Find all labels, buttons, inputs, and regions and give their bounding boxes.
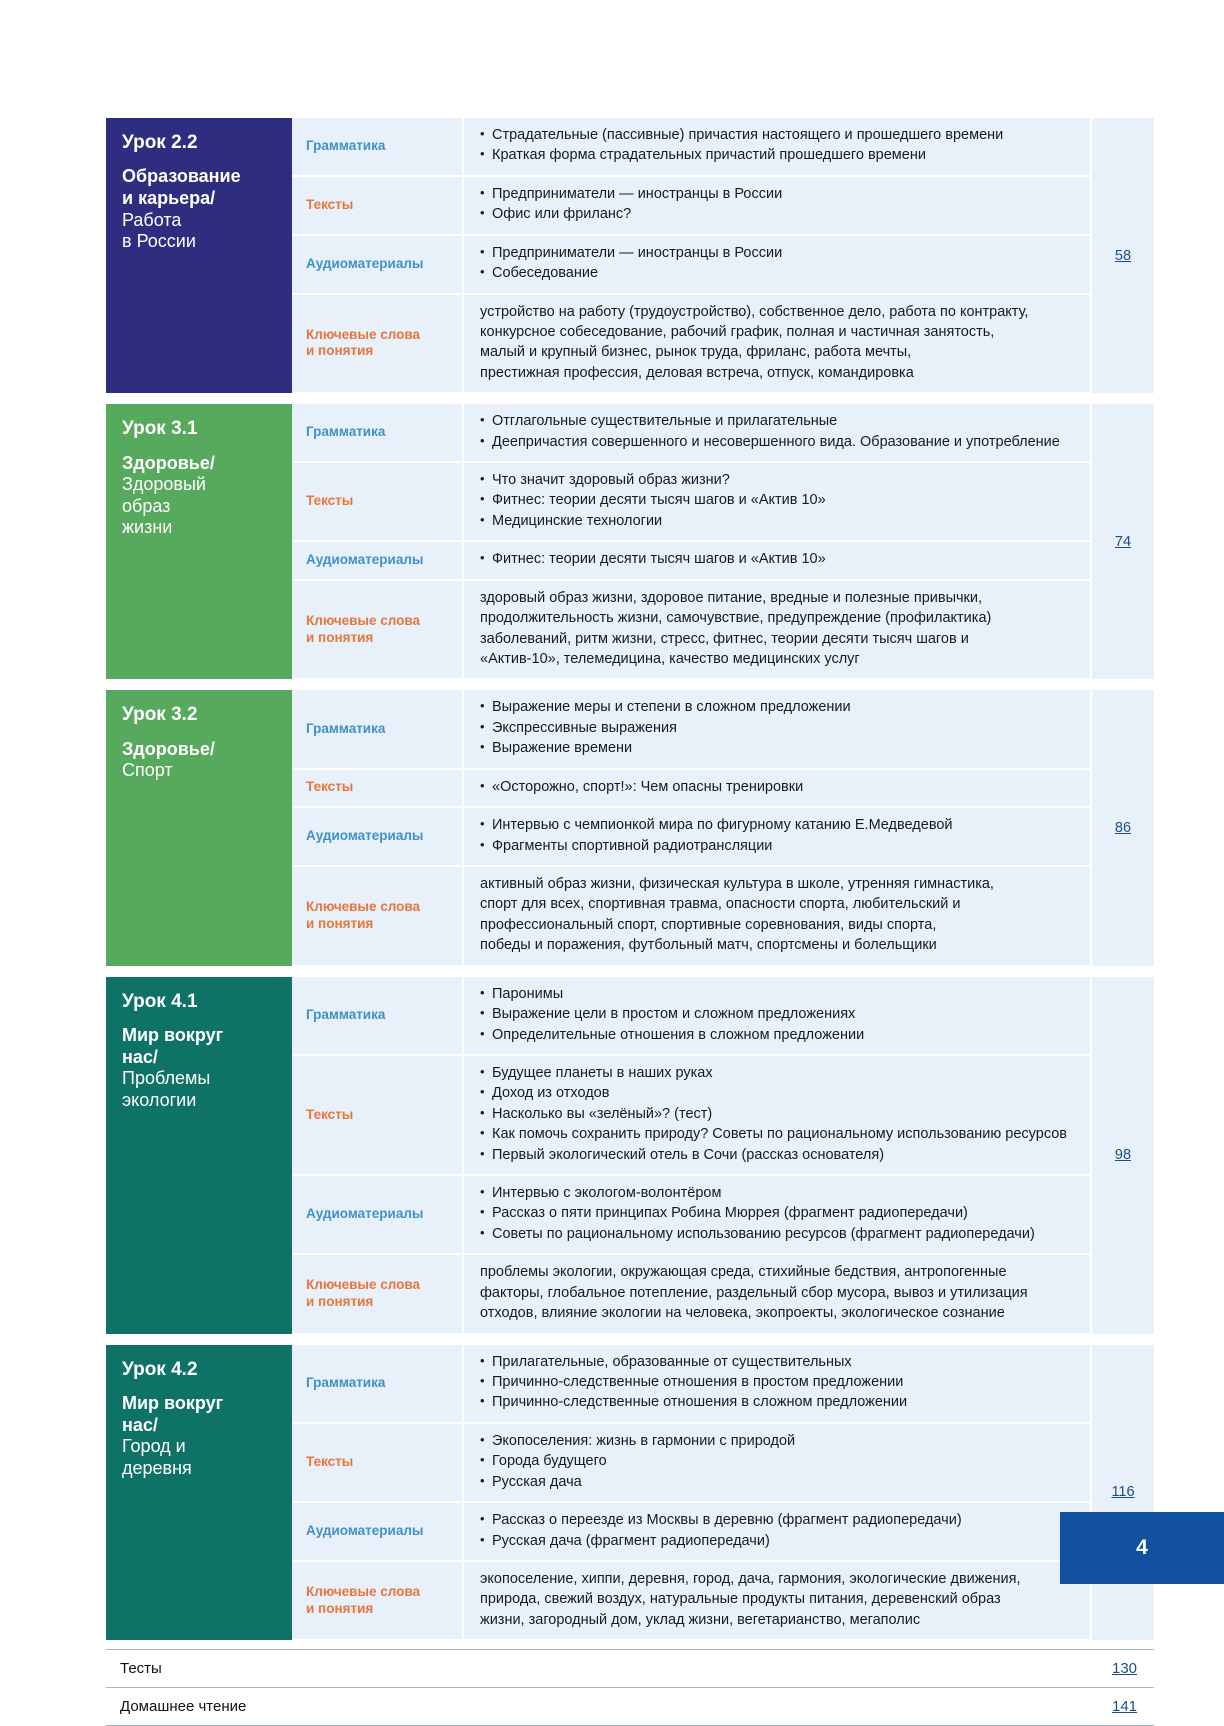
category-label-audio: Аудиоматериалы <box>292 541 463 579</box>
page-link[interactable] <box>1091 690 1154 965</box>
keyword-line: продолжительность жизни, самочувствие, предупреждение (профилактика) <box>480 610 992 627</box>
keyword-line: проблемы экологии, окружающая среда, стихийные бедствия, антропогенные <box>480 1264 1007 1281</box>
unit-theme-secondary: Здоровый образ жизни <box>122 474 206 538</box>
category-label-keywords: Ключевые слова и понятия <box>292 866 463 966</box>
detail-bullet: • Интервью с экологом-волонтёром <box>480 1184 1080 1203</box>
keyword-line: природа, свежий воздух, натуральные продукты питания, деревенский образ <box>480 1591 1001 1608</box>
table-row <box>106 404 1154 462</box>
unit-theme-primary: Мир вокруг нас/ <box>122 1392 224 1435</box>
category-label-texts: Тексты <box>292 1055 463 1175</box>
keyword-line: жизни, загородный дом, уклад жизни, вегетарианство, мегаполис <box>480 1611 921 1628</box>
detail-cell-keywords <box>463 1254 1091 1333</box>
page-number-value: 58 <box>1114 247 1132 264</box>
detail-bullet: • Доход из отходов <box>480 1084 1080 1103</box>
category-label-audio: Аудиоматериалы <box>292 235 463 294</box>
unit-header-cell <box>106 118 292 393</box>
keyword-line: малый и крупный бизнес, рынок труда, фриланс, работа мечты, <box>480 344 912 361</box>
category-label-texts: Тексты <box>292 176 463 235</box>
keyword-line: престижная профессия, деловая встреча, отпуск, командировка <box>480 364 914 381</box>
page-number-value: 130 <box>1111 1660 1138 1678</box>
table-row <box>106 1345 1154 1423</box>
detail-bullet: • Собеседование <box>480 264 1080 283</box>
detail-cell-texts <box>463 1055 1091 1175</box>
detail-bullet: • Рассказ о пяти принципах Робина Мюррея (фрагмент радиопередачи) <box>480 1204 1080 1223</box>
category-label-grammar: Грамматика <box>292 404 463 462</box>
page-number-value: 74 <box>1114 533 1132 550</box>
page-number-value: 86 <box>1114 820 1132 837</box>
detail-bullet: • Фитнес: теории десяти тысяч шагов и «Актив 10» <box>480 550 1080 569</box>
detail-bullet: • Экопоселения: жизнь в гармонии с природой <box>480 1432 1080 1451</box>
keyword-line: факторы, глобальное потепление, раздельный сбор мусора, вывоз и утилизация <box>480 1284 1028 1301</box>
detail-bullet: • Будущее планеты в наших руках <box>480 1064 1080 1083</box>
detail-bullet: • Выражение времени <box>480 739 1080 758</box>
detail-bullet: • Страдательные (пассивные) причастия настоящего и прошедшего времени <box>480 126 1080 145</box>
detail-cell-texts <box>463 462 1091 541</box>
page-link[interactable] <box>1091 977 1154 1334</box>
keyword-line: «Актив-10», телемедицина, качество медицинских услуг <box>480 651 860 668</box>
unit-number: Урок 4.1 <box>122 990 198 1012</box>
category-label-audio: Аудиоматериалы <box>292 807 463 866</box>
section-label: Тесты <box>106 1650 1091 1688</box>
keyword-line: здоровый образ жизни, здоровое питание, вредные и полезные привычки, <box>480 589 983 606</box>
detail-bullet: • Причинно-следственные отношения в простом предложении <box>480 1373 1080 1392</box>
category-label-keywords: Ключевые слова и понятия <box>292 1561 463 1640</box>
unit-theme-primary: Здоровье/ <box>122 738 215 759</box>
category-label-grammar: Грамматика <box>292 118 463 176</box>
toc-content <box>106 118 1154 1726</box>
table-row <box>106 118 1154 176</box>
unit-theme-secondary: Город и деревня <box>122 1436 192 1478</box>
category-label-grammar: Грамматика <box>292 977 463 1055</box>
detail-bullet: • Первый экологический отель в Сочи (рассказ основателя) <box>480 1146 1080 1165</box>
detail-bullet: • Как помочь сохранить природу? Советы по рациональному использованию ресурсов <box>480 1125 1080 1144</box>
detail-bullet: • Интервью с чемпионкой мира по фигурному катанию Е.Медведевой <box>480 816 1080 835</box>
page-link[interactable] <box>1091 1688 1154 1726</box>
keyword-line: экопоселение, хиппи, деревня, город, дача, гармония, экологические движения, <box>480 1570 1021 1587</box>
table-row <box>106 690 1154 768</box>
unit-header-cell <box>106 1345 292 1641</box>
unit-separator <box>106 1334 1154 1345</box>
table-of-contents <box>106 118 1154 1726</box>
unit-number: Урок 3.2 <box>122 704 198 726</box>
category-label-keywords: Ключевые слова и понятия <box>292 1254 463 1333</box>
detail-bullet: • Фрагменты спортивной радиотрансляции <box>480 837 1080 856</box>
detail-bullet: • Краткая форма страдательных причастий прошедшего времени <box>480 146 1080 165</box>
detail-cell-grammar <box>463 1345 1091 1423</box>
detail-bullet: • Выражение меры и степени в сложном предложении <box>480 698 1080 717</box>
table-row <box>106 1688 1154 1726</box>
keyword-line: заболеваний, ритм жизни, стресс, фитнес, теории десяти тысяч шагов и <box>480 630 969 647</box>
detail-cell-keywords <box>463 1561 1091 1640</box>
category-label-texts: Тексты <box>292 1423 463 1502</box>
detail-bullet: • Офис или фриланс? <box>480 205 1080 224</box>
unit-number: Урок 4.2 <box>122 1358 198 1380</box>
detail-cell-grammar <box>463 690 1091 768</box>
unit-number: Урок 2.2 <box>122 132 198 153</box>
page-number: 4 <box>1136 1536 1148 1559</box>
detail-cell-audio <box>463 807 1091 866</box>
detail-cell-grammar <box>463 404 1091 462</box>
unit-header-cell <box>106 690 292 965</box>
detail-bullet: • Причинно-следственные отношения в сложном предложении <box>480 1393 1080 1412</box>
unit-separator <box>106 966 1154 977</box>
unit-separator <box>106 679 1154 690</box>
detail-bullet: • Насколько вы «зелёный»? (тест) <box>480 1105 1080 1124</box>
detail-bullet: • Паронимы <box>480 985 1080 1004</box>
page-number-value: 141 <box>1111 1698 1138 1716</box>
detail-bullet: • Города будущего <box>480 1452 1080 1471</box>
category-label-audio: Аудиоматериалы <box>292 1175 463 1254</box>
table-row <box>106 1650 1154 1688</box>
unit-theme-primary: Мир вокруг нас/ <box>122 1025 224 1067</box>
detail-bullet: • Рассказ о переезде из Москвы в деревню (фрагмент радиопередачи) <box>480 1511 1080 1530</box>
unit-number: Урок 3.1 <box>122 418 198 440</box>
detail-cell-audio <box>463 1175 1091 1254</box>
detail-bullet: • Фитнес: теории десяти тысяч шагов и «Актив 10» <box>480 491 1080 510</box>
detail-bullet: • Что значит здоровый образ жизни? <box>480 471 1080 490</box>
detail-bullet: • Предприниматели — иностранцы в России <box>480 185 1080 204</box>
detail-cell-texts <box>463 1423 1091 1502</box>
category-label-grammar: Грамматика <box>292 1345 463 1423</box>
detail-cell-audio <box>463 1502 1091 1561</box>
page-number-value: 98 <box>1114 1147 1132 1164</box>
detail-cell-grammar <box>463 118 1091 176</box>
keyword-line: победы и поражения, футбольный матч, спортсмены и болельщики <box>480 937 937 954</box>
category-label-grammar: Грамматика <box>292 690 463 768</box>
detail-cell-keywords <box>463 294 1091 394</box>
unit-theme-secondary: Проблемы экологии <box>122 1068 211 1110</box>
unit-theme-primary: Здоровье/ <box>122 452 215 473</box>
page-link[interactable] <box>1091 1650 1154 1688</box>
keyword-line: конкурсное собеседование, рабочий график, полная и частичная занятость, <box>480 323 995 340</box>
detail-bullet: • Отглагольные существительные и прилагательные <box>480 412 1080 431</box>
unit-header-cell <box>106 404 292 679</box>
section-label: Домашнее чтение <box>106 1688 1091 1726</box>
unit-theme-secondary: Работа в России <box>122 209 196 252</box>
detail-bullet: • Выражение цели в простом и сложном предложениях <box>480 1005 1080 1024</box>
detail-cell-texts <box>463 769 1091 807</box>
page-number-value: 116 <box>1111 1484 1135 1501</box>
detail-bullet: • Советы по рациональному использованию ресурсов (фрагмент радиопередачи) <box>480 1225 1080 1244</box>
detail-cell-keywords <box>463 580 1091 680</box>
unit-theme-primary: Образование и карьера/ <box>122 166 241 208</box>
detail-bullet: • Экспрессивные выражения <box>480 719 1080 738</box>
detail-cell-audio <box>463 541 1091 579</box>
category-label-keywords: Ключевые слова и понятия <box>292 580 463 680</box>
keyword-line: активный образ жизни, физическая культура в школе, утренняя гимнастика, <box>480 875 994 892</box>
detail-bullet: • Предприниматели — иностранцы в России <box>480 244 1080 263</box>
detail-bullet: • Определительные отношения в сложном предложении <box>480 1026 1080 1045</box>
detail-cell-audio <box>463 235 1091 294</box>
detail-cell-keywords <box>463 866 1091 966</box>
detail-bullet: • Медицинские технологии <box>480 512 1080 531</box>
category-label-texts: Тексты <box>292 462 463 541</box>
table-row <box>106 977 1154 1055</box>
detail-cell-texts <box>463 176 1091 235</box>
unit-theme-secondary: Спорт <box>122 760 173 781</box>
page-link[interactable] <box>1091 118 1154 393</box>
detail-bullet: • «Осторожно, спорт!»: Чем опасны тренировки <box>480 778 1080 797</box>
detail-bullet: • Русская дача <box>480 1473 1080 1492</box>
page-link[interactable] <box>1091 404 1154 679</box>
detail-cell-grammar <box>463 977 1091 1055</box>
page-number-badge <box>1060 1512 1224 1584</box>
page-link[interactable] <box>1091 1345 1154 1641</box>
keyword-line: профессиональный спорт, спортивные соревнования, виды спорта, <box>480 916 937 933</box>
unit-header-cell <box>106 977 292 1334</box>
category-label-audio: Аудиоматериалы <box>292 1502 463 1561</box>
keyword-line: отходов, влияние экологии на человека, экопроекты, экологическое сознание <box>480 1305 1005 1322</box>
keyword-line: спорт для всех, спортивная травма, опасности спорта, любительский и <box>480 896 961 913</box>
detail-bullet: • Русская дача (фрагмент радиопередачи) <box>480 1532 1080 1551</box>
category-label-keywords: Ключевые слова и понятия <box>292 294 463 394</box>
detail-bullet: • Прилагательные, образованные от существительных <box>480 1353 1080 1372</box>
bottom-spacer <box>106 1640 1154 1650</box>
unit-separator <box>106 393 1154 404</box>
category-label-texts: Тексты <box>292 769 463 807</box>
detail-bullet: • Деепричастия совершенного и несовершенного вида. Образование и употребление <box>480 433 1080 452</box>
keyword-line: устройство на работу (трудоустройство), собственное дело, работа по контракту, <box>480 303 1029 320</box>
